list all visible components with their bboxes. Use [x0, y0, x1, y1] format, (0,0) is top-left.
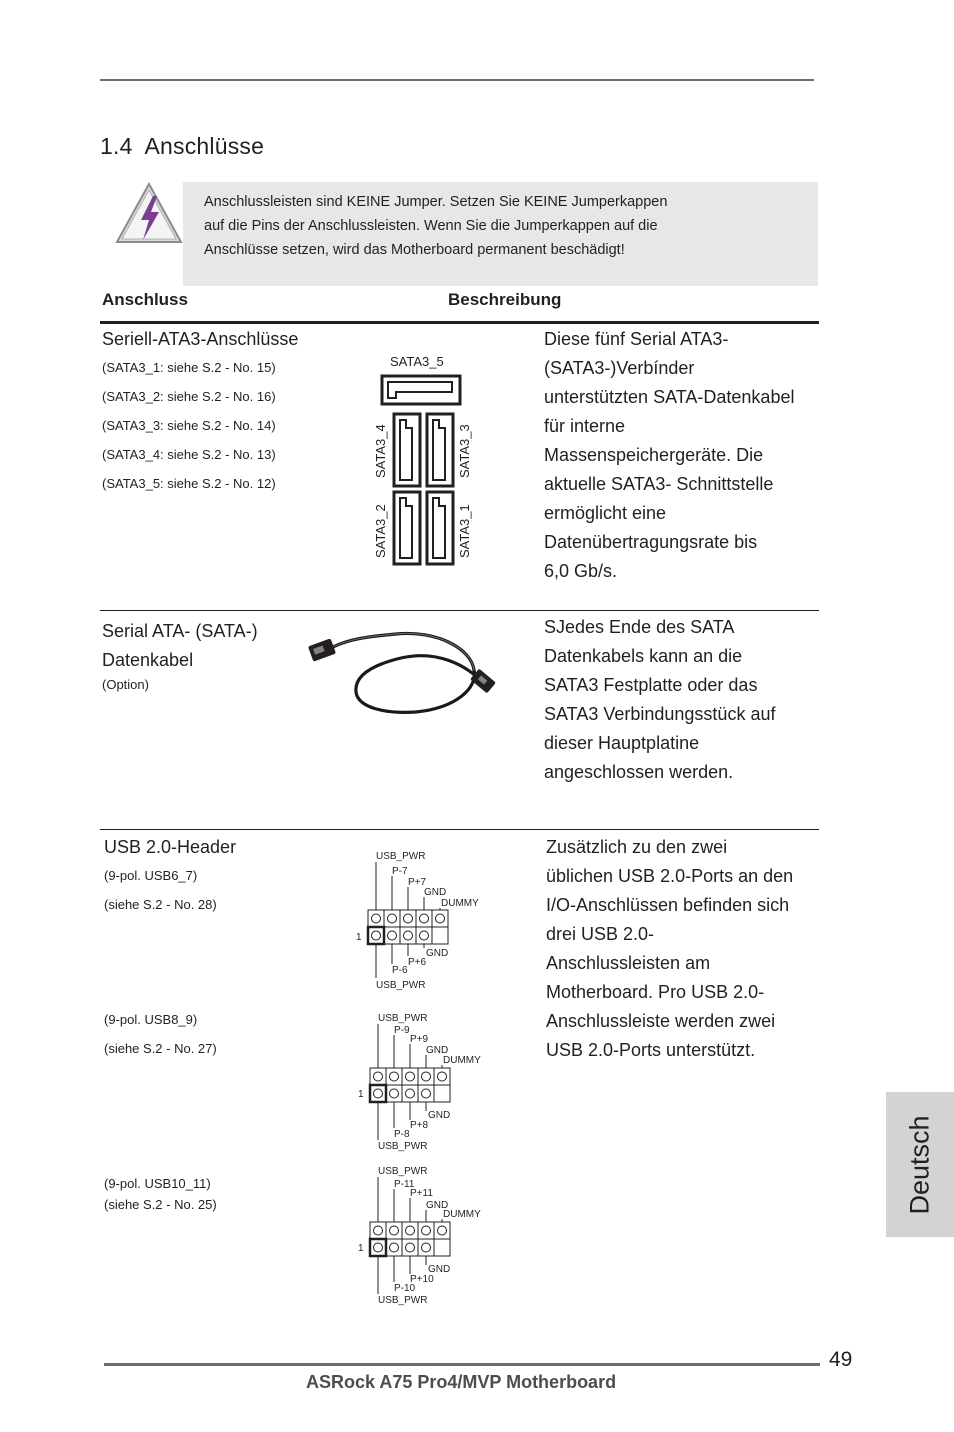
pin-label: DUMMY	[441, 898, 479, 909]
usb10-11-pin-diagram	[354, 1162, 504, 1315]
footer-product-name: ASRock A75 Pro4/MVP Motherboard	[306, 1372, 617, 1392]
pin-label: USB_PWR	[378, 1295, 428, 1306]
desc-line: SATA3 Verbindungsstück auf	[544, 704, 776, 724]
pin-label: P+7	[408, 877, 427, 888]
usb-header-pol: (9-pol. USB10_11)	[104, 1176, 211, 1191]
pin-label: P-8	[394, 1129, 410, 1140]
pin-label: GND	[426, 1045, 449, 1056]
desc-line: USB 2.0-Ports unterstützt.	[546, 1040, 756, 1060]
warning-note	[183, 182, 818, 286]
pin-label: P+10	[410, 1274, 434, 1285]
sata-cable-description	[544, 613, 775, 787]
name-line: Datenkabel	[102, 650, 194, 670]
option-label: (Option)	[102, 677, 149, 692]
pin-label: USB_PWR	[376, 980, 426, 991]
desc-line: SJedes Ende des SATA	[544, 617, 735, 637]
desc-line: ermöglicht eine	[544, 503, 667, 523]
section-title	[100, 133, 264, 160]
pin-label: GND	[424, 887, 447, 898]
warning-icon	[113, 180, 185, 251]
row-title-sata-cable	[102, 617, 258, 675]
column-header-connector: Anschluss	[102, 290, 188, 309]
row-title-usb: USB 2.0-Header	[104, 837, 237, 857]
usb-header-pol: (9-pol. USB6_7)	[104, 868, 198, 883]
usb8-9-pin-diagram	[354, 1008, 504, 1161]
usb-description	[546, 833, 793, 1065]
usb-header-ref: (siehe S.2 - No. 28)	[104, 897, 217, 912]
row-title-sata3: Seriell-ATA3-Anschlüsse	[102, 329, 299, 349]
pin-label: 1	[358, 1089, 364, 1100]
desc-line: für interne	[544, 416, 626, 436]
desc-line: I/O-Anschlüssen befinden sich	[546, 895, 790, 915]
label-sata3-1: SATA3_1	[457, 504, 472, 558]
pin-label: 1	[358, 1243, 364, 1254]
pin-label: P+11	[410, 1188, 433, 1199]
column-header-description: Beschreibung	[448, 290, 562, 309]
desc-line: aktuelle SATA3- Schnittstelle	[544, 474, 774, 494]
row-divider	[100, 829, 819, 830]
sata-connector-diagram	[360, 346, 490, 577]
desc-line: üblichen USB 2.0-Ports an den	[546, 866, 794, 886]
usb-header-ref: (siehe S.2 - No. 27)	[104, 1041, 217, 1056]
pin-label: DUMMY	[443, 1055, 481, 1066]
desc-line: Massenspeichergeräte. Die	[544, 445, 764, 465]
desc-line: dieser Hauptplatine	[544, 733, 700, 753]
desc-line: 6,0 Gb/s.	[544, 561, 618, 581]
desc-line: Anschlussleiste werden zwei	[546, 1011, 776, 1031]
section-number: 1.4	[100, 133, 133, 159]
desc-line: Datenkabels kann an die	[544, 646, 743, 666]
pin-label: P-9	[394, 1025, 410, 1036]
desc-line: Anschlussleisten am	[546, 953, 711, 973]
desc-line: Diese fünf Serial ATA3-	[544, 329, 729, 349]
pin-label: USB_PWR	[378, 1166, 428, 1177]
pin-label: GND	[426, 948, 449, 959]
top-rule	[100, 79, 814, 81]
note-line: Anschlüsse setzen, wird das Motherboard permanent beschädigt!	[204, 242, 625, 258]
sata-cable-image	[306, 628, 496, 723]
language-tab	[886, 1092, 954, 1237]
sata-ref: (SATA3_4: siehe S.2 - No. 13)	[102, 447, 276, 462]
name-line: Serial ATA- (SATA-)	[102, 621, 258, 641]
sata-ref: (SATA3_1: siehe S.2 - No. 15)	[102, 360, 276, 375]
desc-line: Motherboard. Pro USB 2.0-	[546, 982, 765, 1002]
label-sata3-4: SATA3_4	[373, 424, 388, 478]
pin-label: GND	[428, 1264, 451, 1275]
note-line: auf die Pins der Anschlussleisten. Wenn Sie die Jumperkappen auf die	[204, 218, 658, 234]
pin-label: GND	[428, 1110, 451, 1121]
desc-line: drei USB 2.0-	[546, 924, 655, 944]
pin-label: GND	[426, 1200, 449, 1211]
usb-header-ref: (siehe S.2 - No. 25)	[104, 1197, 217, 1212]
usb-header-pol: (9-pol. USB8_9)	[104, 1012, 198, 1027]
desc-line: Zusätzlich zu den zwei	[546, 837, 728, 857]
pin-label: P-7	[392, 866, 408, 877]
section-title-text: Anschlüsse	[144, 133, 265, 159]
footer-rule	[104, 1363, 820, 1366]
table-header-rule	[100, 321, 819, 324]
pin-label: USB_PWR	[378, 1141, 428, 1152]
pin-label: P-11	[394, 1179, 415, 1190]
language-tab-label: Deutsch	[904, 1114, 935, 1215]
pin-label: P-6	[392, 965, 408, 976]
sata-ref: (SATA3_2: siehe S.2 - No. 16)	[102, 389, 276, 404]
row-divider	[100, 610, 819, 611]
pin-label: 1	[356, 932, 362, 943]
pin-label: DUMMY	[443, 1209, 481, 1220]
pin-label: USB_PWR	[376, 851, 426, 862]
desc-line: Datenübertragungsrate bis	[544, 532, 758, 552]
pin-label: USB_PWR	[378, 1013, 428, 1024]
desc-line: angeschlossen werden.	[544, 762, 734, 782]
desc-line: (SATA3-)Verbínder	[544, 358, 695, 378]
pin-label: P+9	[410, 1034, 429, 1045]
label-sata3-3: SATA3_3	[457, 424, 472, 478]
note-line: Anschlussleisten sind KEINE Jumper. Setzen Sie KEINE Jumperkappen	[204, 194, 668, 210]
sata-ref: (SATA3_3: siehe S.2 - No. 14)	[102, 418, 276, 433]
desc-line: unterstützten SATA-Datenkabel	[544, 387, 795, 407]
usb6-7-pin-diagram	[352, 846, 502, 999]
label-sata3-5: SATA3_5	[390, 354, 444, 369]
pin-label: P+6	[408, 957, 427, 968]
pin-label: P-10	[394, 1283, 416, 1294]
label-sata3-2: SATA3_2	[373, 504, 388, 558]
sata3-description	[544, 325, 794, 586]
sata-ref: (SATA3_5: siehe S.2 - No. 12)	[102, 476, 276, 491]
desc-line: SATA3 Festplatte oder das	[544, 675, 758, 695]
page-number: 49	[829, 1348, 853, 1371]
pin-label: P+8	[410, 1120, 429, 1131]
